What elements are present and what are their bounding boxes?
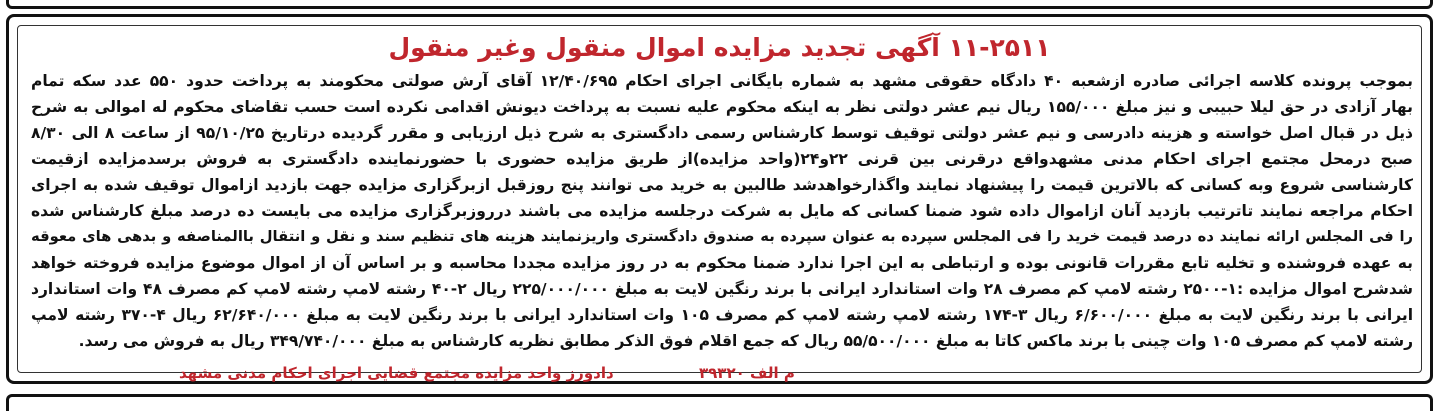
ad-body-line: احکام مراجعه نمایند تاترتیب بازدید آنان ازاموال داده شود ضمنا کسانی که مایل به شرکت درجلسه مزایده می باشند درروزبرگزاری مزایده می بایست ده درصد مبلغ کارشناس شده — [31, 202, 1413, 220]
ad-body-line: ذیل در قبال اصل خواسته و هزینه دادرسی و نیم عشر دولتی توقیف توسط کارشناس رسمی دادگستری به شرح ذیل ارزیابی و مقرر گردیده درتاریخ ۹۵/۱۰/۲۵ از ساعت ۸ الی ۸/۳۰ — [31, 124, 1413, 142]
ad-body-line: به عهده فروشنده و تخلیه تابع مقررات قانونی بوده و ارتباطی به این اجرا ندارد ضمنا محکوم به در روز مزایده مجددا محاسبه و بر اساس آن از اموال موضوع مزایده فروخته خواهد — [31, 254, 1413, 272]
ad-footer — [9, 362, 1430, 388]
ad-body-line: بموجب پرونده کلاسه اجرائی صادره ازشعبه ۴۰ دادگاه حقوقی مشهد به شماره بایگانی اجرای احکام ۱۲/۴۰/۶۹۵ آقای آرش صولتی محکومند به پرداخت حدود ۵۵۰ عدد سکه تمام — [31, 72, 1413, 90]
ad-body-line: شدشرح اموال مزایده :۱-۲۵۰۰ رشته لامپ کم مصرف ۲۸ وات استاندارد ایرانی با برند رنگین لایت به مبلغ ۲۲۵/۰۰۰/۰۰۰ ریال ۲-۴۰ رشته لامپ رشته لامپ کم مصرف ۴۸ وات استاندارد — [31, 280, 1413, 298]
ad-body-line: را فی المجلس ارائه نمایند ده درصد قیمت خرید را فی المجلس سپرده به عنوان سپرده به صندوق دادگستری واریزنمایند هزینه های تنظیم سند و نقل و انتقال باالمناصفه و بدهی های معوقه — [31, 228, 1413, 245]
ad-body-line: صبح درمحل مجتمع اجرای احکام مدنی مشهدواقع درقرنی بین قرنی ۲۲و۲۴(واحد مزایده)از طریق مزایده حضوری با حضورنماینده دادگستری به فروش برسدمزایده ازقیمت — [31, 150, 1413, 168]
ad-body-line: رشته لامپ کم مصرف ۱۰۵ وات چینی با برند ماکس کاتا به مبلغ ۵۵/۵۰۰/۰۰۰ ریال که جمع اقلام فوق الذکر مطابق نظریه کارشناس به مبلغ ۳۴۹/۷۴۰/۰۰۰ ریال به فروش می رسد. — [78, 332, 1413, 350]
ad-headline: ۱۱-۲۵۱۱ آگهی تجدید مزایده اموال منقول وغیر منقول — [388, 33, 1051, 62]
next-ad-border — [6, 394, 1433, 411]
previous-ad-border — [6, 0, 1433, 9]
ad-body-line: ایرانی با برند رنگین لایت به مبلغ ۶/۶۰۰/۰۰۰ ریال ۳-۱۷۴ رشته لامپ رشته لامپ کم مصرف ۱۰۵ وات استاندارد ایرانی با برند رنگین لایت به مبلغ ۶۲/۶۴۰/۰۰۰ ریال ۴-۳۷۰ رشته لامپ — [31, 306, 1413, 324]
ad-issuer: دادورز واحد مزایده مجتمع قضایی اجرای احکام مدنی مشهد — [179, 364, 614, 382]
ad-body-line: بهار آزادی در حق لیلا حبیبی و نیز مبلغ ۱۵۵/۰۰۰ ریال نیم عشر دولتی نظر به اینکه محکوم علیه نسبت به پرداخت دیونش اقدامی نکرده است حسب تقاضای محکوم له اموالی به شرح — [31, 98, 1413, 116]
ad-body-line: کارشناسی شروع وبه کسانی که بالاترین قیمت را پیشنهاد نمایند واگذارخواهدشد طالبین به خرید می توانند پنج روزقبل ازبرگزاری مزایده جهت بازدید ازاموال توقیف شده به اجرای — [31, 176, 1413, 194]
ad-reference-code: م الف ۳۹۳۲۰ — [699, 364, 795, 382]
ad-box — [6, 14, 1433, 384]
ad-body — [31, 68, 1413, 354]
